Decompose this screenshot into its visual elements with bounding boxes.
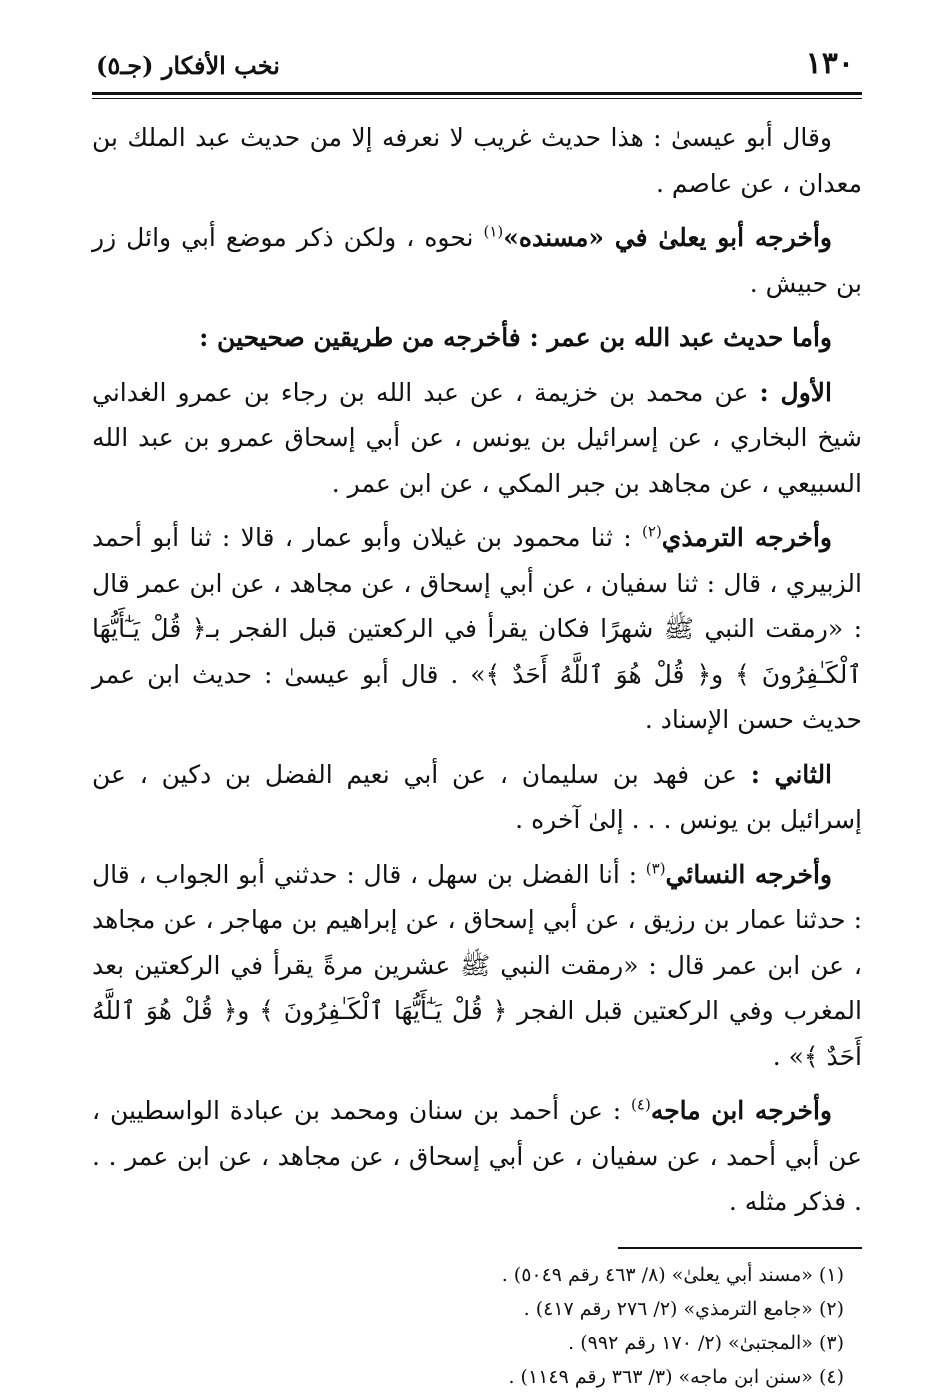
paragraph-lead: الأول :: [759, 377, 832, 407]
footnote-ref[interactable]: (١): [483, 222, 504, 241]
footnote-item: (٤) «سنن ابن ماجه» (٣/ ٣٦٣ رقم ١١٤٩) .: [508, 1365, 844, 1388]
paragraph-text: عن فهد بن سليمان ، عن أبي نعيم الفضل بن دكين ، عن إسرائيل بن يونس . . . إلىٰ آخره .: [92, 759, 862, 834]
paragraph-second-route: [92, 752, 862, 843]
paragraph-lead: وأخرجه الترمذي: [661, 523, 832, 552]
paragraph-lead: وأخرجه أبو يعلىٰ في «مسنده»: [503, 223, 832, 252]
header-rule: [92, 92, 862, 99]
running-header: [92, 40, 862, 88]
paragraph-text: وقال أبو عيسىٰ : هذا حديث غريب لا نعرفه إلا من حديث عبد الملك بن معدان ، عن عاصم .: [92, 123, 862, 198]
book-title: نخب الأفكار (جـ٥): [96, 51, 280, 80]
paragraph-text: : ثنا محمود بن غيلان وأبو عمار ، قالا : ثنا أبو أحمد الزبيري ، قال : ثنا سفيان ، عن أبي إسحاق ، عن مجاهد ، عن ابن عمر قال : «رمقت النبي ﷺ شهرًا فكان يقرأ في الركعتين قبل الفجر بـ﴿ قُلْ يَـٰٓأَيُّهَا ٱلْكَـٰفِرُونَ ﴾ و﴿ قُلْ هُوَ ٱللَّهُ أَحَدٌ ﴾» . قال أبو عيسىٰ : حديث ابن عمر حديث حسن الإسناد .: [92, 523, 862, 734]
footnote-item: (٣) «المجتبىٰ» (٢/ ١٧٠ رقم ٩٩٢) .: [568, 1331, 844, 1354]
footnote-separator: [618, 1247, 862, 1249]
paragraph-first-route: [92, 370, 862, 507]
paragraph-lead: وأخرجه النسائي: [665, 859, 832, 889]
paragraph-abu-yala: [92, 215, 862, 306]
paragraph-text: نحوه ، ولكن ذكر موضع أبي وائل زر بن حبيش .: [92, 223, 862, 298]
paragraph-ibn-majah: [92, 1088, 862, 1225]
paragraph-text: عن محمد بن خزيمة ، عن عبد الله بن رجاء بن عمرو الغداني شيخ البخاري ، عن إسرائيل بن يونس ، عن أبي إسحاق عمرو بن عبد الله السبيعي ، عن مجاهد بن جبر المكي ، عن ابن عمر .: [92, 377, 862, 498]
paragraph-lead: الثاني :: [750, 759, 833, 789]
body-text: [92, 115, 862, 1225]
paragraph-text: : عن أحمد بن سنان ومحمد بن عبادة الواسطيين ، عن أبي أحمد ، عن سفيان ، عن أبي إسحاق ، عن مجاهد ، عن ابن عمر . . . فذكر مثله .: [92, 1096, 862, 1216]
paragraph-lead: وأخرجه ابن ماجه: [650, 1096, 832, 1125]
paragraph-nasai: [92, 852, 862, 1080]
book-page: [92, 40, 862, 1395]
paragraph-text: : أنا الفضل بن سهل ، قال : حدثني أبو الجواب ، قال : حدثنا عمار بن رزيق ، عن أبي إسحاق ، عن إبراهيم بن مهاجر ، عن مجاهد ، عن ابن عمر قال : «رمقت النبي ﷺ عشرين مرةً يقرأ في الركعتين بعد المغرب وفي الركعتين قبل الفجر ﴿ قُلْ يَـٰٓأَيُّهَا ٱلْكَـٰفِرُونَ ﴾ و﴿ قُلْ هُوَ ٱللَّهُ أَحَدٌ ﴾» .: [92, 859, 862, 1071]
paragraph-tirmidhi: [92, 515, 862, 743]
footnote-item: (١) «مسند أبي يعلىٰ» (٨/ ٤٦٣ رقم ٥٠٤٩) .: [501, 1263, 844, 1286]
footnotes: [92, 1259, 862, 1393]
page-number: ١٣٠: [805, 46, 854, 81]
section-heading-text: وأما حديث عبد الله بن عمر : فأخرجه من طريقين صحيحين :: [199, 323, 832, 352]
footnote-item: (٢) «جامع الترمذي» (٢/ ٢٧٦ رقم ٤١٧) .: [523, 1297, 844, 1320]
paragraph-abu-isa-comment: [92, 115, 862, 206]
footnote-ref[interactable]: (٢): [642, 522, 662, 541]
footnote-ref[interactable]: (٣): [645, 859, 666, 878]
footnote-ref[interactable]: (٤): [631, 1095, 651, 1114]
section-heading: [92, 315, 862, 361]
